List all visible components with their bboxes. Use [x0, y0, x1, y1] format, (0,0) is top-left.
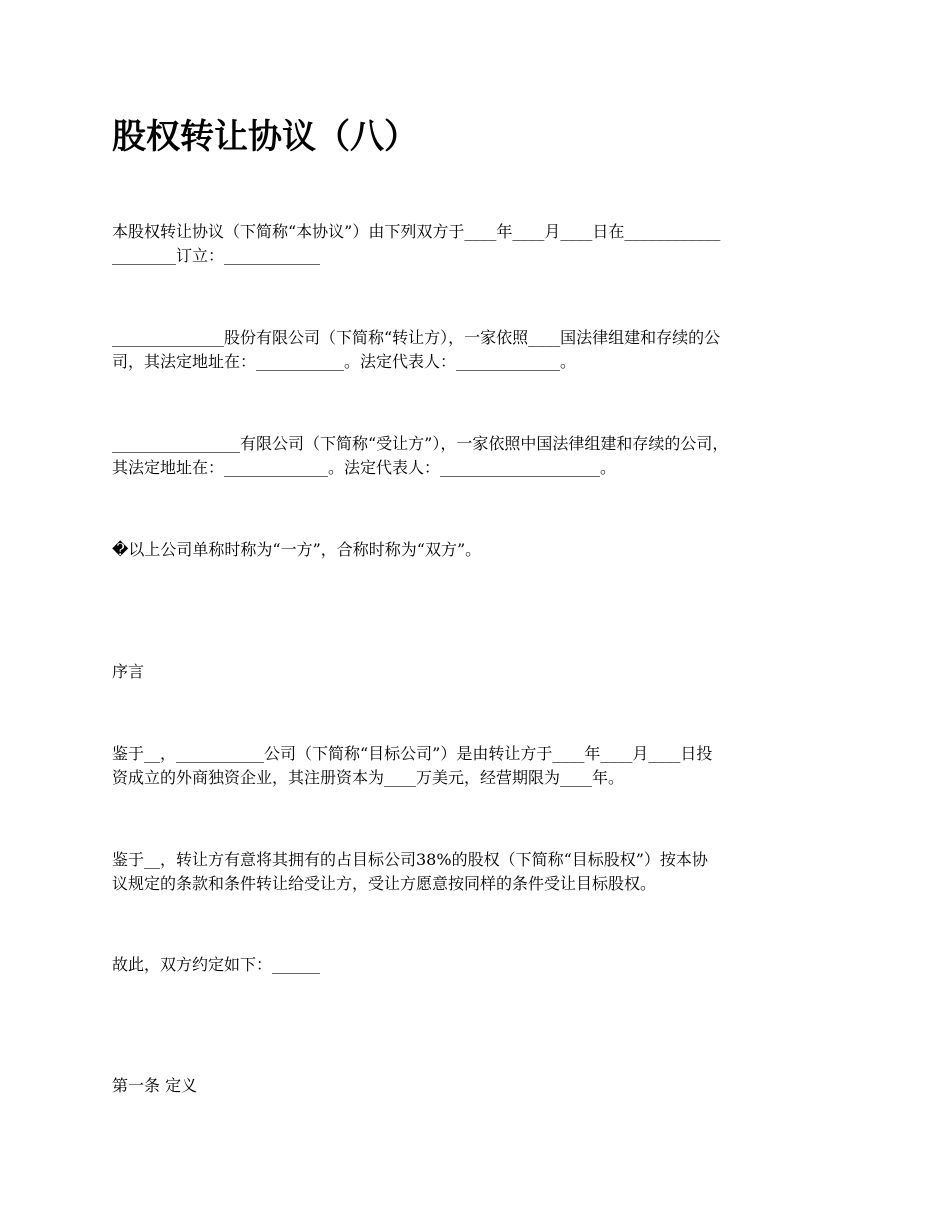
paragraph-line: 故此，双方约定如下：______ [112, 955, 321, 974]
document-title: 股权转让协议（八） [112, 117, 418, 157]
paragraph-line: 议规定的条款和条件转让给受让方，受让方愿意按同样的条件受让目标股权。 [112, 874, 657, 893]
transferee-paragraph [112, 432, 852, 480]
preamble-heading [112, 660, 852, 684]
paragraph-line: ________订立：____________ [112, 246, 321, 265]
paragraph-line: ______________股份有限公司（下简称“转让方），一家依照____国法律组建和存续的公 [112, 328, 721, 347]
paragraph-line: �以上公司单称时称为“一方”，合称时称为“双方”。 [112, 540, 482, 559]
intro-paragraph [112, 220, 852, 268]
paragraph-line: 鉴于__，___________公司（下简称“目标公司”）是由转让方于____年____月____日投 [112, 744, 713, 763]
paragraph-line: 第一条 定义 [112, 1076, 198, 1095]
whereas-paragraph-2 [112, 848, 852, 896]
transferor-paragraph [112, 326, 852, 374]
whereas-paragraph-1 [112, 742, 852, 790]
paragraph-line: 鉴于__，转让方有意将其拥有的占目标公司38%的股权（下简称“目标股权”）按本协 [112, 850, 708, 869]
paragraph-line: 本股权转让协议（下简称“本协议”）由下列双方于____年____月____日在____________ [112, 222, 721, 241]
parties-paragraph [112, 538, 852, 562]
paragraph-line: 其法定地址在：_____________。法定代表人：____________________。 [112, 458, 617, 477]
paragraph-line: 资成立的外商独资企业，其注册资本为____万美元，经营期限为____年。 [112, 768, 625, 787]
paragraph-line: 司，其法定地址在：___________。法定代表人：_____________。 [112, 352, 577, 371]
article-1-heading [112, 1074, 852, 1098]
paragraph-line: ________________有限公司（下简称“受让方”），一家依照中国法律组建和存续的公司， [112, 434, 729, 453]
agreement-paragraph [112, 953, 852, 977]
paragraph-line: 序言 [112, 662, 145, 681]
